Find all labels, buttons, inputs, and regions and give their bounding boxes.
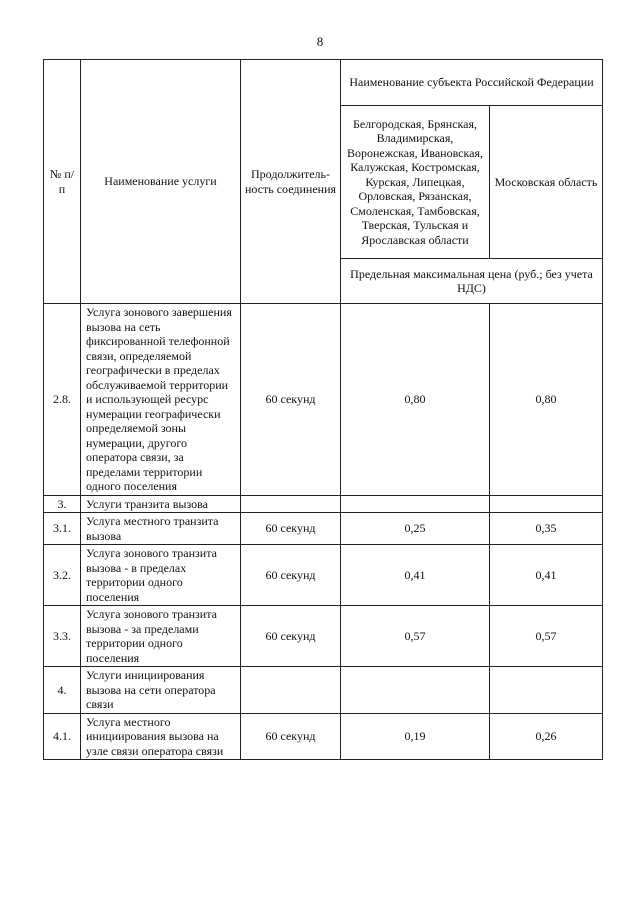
header-price-caption: Предельная максимальная цена (руб.; без учета НДС): [341, 259, 603, 304]
row-price-moscow: 0,41: [490, 545, 603, 606]
row-service: Услуга местного транзита вызова: [81, 513, 241, 545]
row-service: Услуги транзита вызова: [81, 495, 241, 513]
row-number: 3.2.: [44, 545, 81, 606]
table-row: [44, 545, 603, 606]
table-row: [44, 667, 603, 714]
row-price-moscow: [490, 667, 603, 714]
table-row: [44, 304, 603, 496]
row-duration: 60 секунд: [241, 545, 341, 606]
row-number: 3.3.: [44, 606, 81, 667]
row-service: Услуга местного инициирования вызова на узле связи оператора связи: [81, 713, 241, 760]
row-service: Услуга зонового транзита вызова - за пределами территории одного поселения: [81, 606, 241, 667]
row-duration: [241, 495, 341, 513]
row-service: Услуга зонового транзита вызова - в пределах территории одного поселения: [81, 545, 241, 606]
row-number: 4.: [44, 667, 81, 714]
row-price-moscow: 0,35: [490, 513, 603, 545]
row-price-regions: 0,80: [341, 304, 490, 496]
row-price-moscow: [490, 495, 603, 513]
row-price-moscow: 0,80: [490, 304, 603, 496]
row-number: 4.1.: [44, 713, 81, 760]
row-duration: 60 секунд: [241, 513, 341, 545]
header-num: № п/п: [44, 60, 81, 304]
table-body: [44, 304, 603, 760]
row-price-regions: 0,41: [341, 545, 490, 606]
header-moscow: Московская область: [490, 106, 603, 259]
row-number: 3.1.: [44, 513, 81, 545]
header-subject-group: Наименование субъекта Российской Федерации: [341, 60, 603, 106]
table-row: [44, 606, 603, 667]
table-row: [44, 513, 603, 545]
row-duration: 60 секунд: [241, 304, 341, 496]
table-row: [44, 495, 603, 513]
tariff-table: [43, 59, 603, 760]
row-price-moscow: 0,57: [490, 606, 603, 667]
row-number: 2.8.: [44, 304, 81, 496]
row-service: Услуга зонового завершения вызова на сеть фиксированной телефонной связи, определяемой географически в пределах обслуживаемой территории и использующей ресурс нумерации географически определяемой зоны нумерации, другого оператора связи, за пределами территории одного поселения: [81, 304, 241, 496]
row-price-regions: 0,25: [341, 513, 490, 545]
row-price-regions: [341, 667, 490, 714]
header-service: Наименование услуги: [81, 60, 241, 304]
row-number: 3.: [44, 495, 81, 513]
row-duration: 60 секунд: [241, 606, 341, 667]
row-duration: 60 секунд: [241, 713, 341, 760]
row-price-regions: 0,19: [341, 713, 490, 760]
row-service: Услуги инициирования вызова на сети оператора связи: [81, 667, 241, 714]
header-regions: Белгородская, Брянская, Владимирская, Воронежская, Ивановская, Калужская, Костромская, Курская, Липецкая, Орловская, Рязанская, Смоленская, Тамбовская, Тверская, Тульская и Ярославская области: [341, 106, 490, 259]
row-price-regions: [341, 495, 490, 513]
row-duration: [241, 667, 341, 714]
row-price-regions: 0,57: [341, 606, 490, 667]
table-header-row: [44, 60, 603, 106]
header-duration: Продолжитель-ность соединения: [241, 60, 341, 304]
table-row: [44, 713, 603, 760]
page-number: 8: [316, 34, 324, 49]
row-price-moscow: 0,26: [490, 713, 603, 760]
